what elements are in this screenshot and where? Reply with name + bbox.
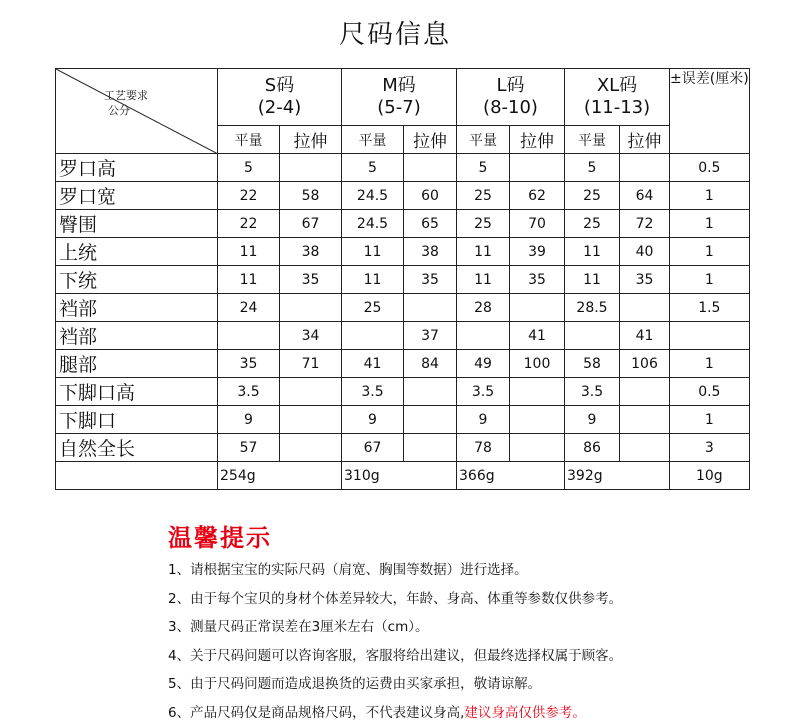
corner-top-label: 工艺要求 (104, 89, 148, 102)
table-cell: 25 (565, 182, 620, 210)
table-row (56, 434, 750, 462)
table-cell: 41 (510, 322, 565, 350)
row-label: 自然全长 (56, 434, 218, 462)
table-cell (218, 322, 280, 350)
weight-xl: 392g (565, 462, 670, 490)
table-cell: 37 (404, 322, 457, 350)
error-cell: 1 (670, 406, 750, 434)
table-cell: 35 (620, 266, 670, 294)
table-cell: 11 (565, 238, 620, 266)
sub-header-flat: 平量 (218, 126, 280, 154)
size-header-l: L码 (8-10) (457, 69, 565, 126)
table-cell: 39 (510, 238, 565, 266)
table-cell: 65 (404, 210, 457, 238)
corner-header-cell (56, 69, 218, 154)
table-row (56, 406, 750, 434)
table-cell: 58 (565, 350, 620, 378)
row-label: 下统 (56, 266, 218, 294)
weight-row (56, 462, 750, 490)
table-cell (620, 434, 670, 462)
table-cell: 11 (218, 238, 280, 266)
sub-header-stretch: 拉伸 (510, 126, 565, 154)
row-label: 下脚口 (56, 406, 218, 434)
table-cell: 28 (457, 294, 510, 322)
table-cell: 71 (280, 350, 342, 378)
table-cell: 34 (280, 322, 342, 350)
table-cell: 72 (620, 210, 670, 238)
error-cell: 1 (670, 266, 750, 294)
table-cell: 60 (404, 182, 457, 210)
table-cell: 9 (342, 406, 404, 434)
table-cell: 22 (218, 210, 280, 238)
table-cell (620, 294, 670, 322)
table-cell: 5 (565, 154, 620, 182)
error-cell (670, 322, 750, 350)
sub-header-stretch: 拉伸 (280, 126, 342, 154)
table-row (56, 322, 750, 350)
table-cell (280, 294, 342, 322)
table-cell: 24.5 (342, 210, 404, 238)
table-row (56, 238, 750, 266)
tips-title: 温馨提示 (168, 524, 272, 552)
table-cell (404, 294, 457, 322)
table-cell: 70 (510, 210, 565, 238)
table-cell (457, 322, 510, 350)
table-cell: 3.5 (457, 378, 510, 406)
table-cell: 11 (342, 266, 404, 294)
table-cell: 25 (457, 210, 510, 238)
table-cell: 22 (218, 182, 280, 210)
table-cell: 24 (218, 294, 280, 322)
table-cell: 11 (342, 238, 404, 266)
table-cell: 86 (565, 434, 620, 462)
table-cell: 24.5 (342, 182, 404, 210)
table-cell (510, 294, 565, 322)
size-header-s: S码 (2-4) (218, 69, 342, 126)
table-cell (404, 154, 457, 182)
table-cell (404, 378, 457, 406)
tips-list (168, 556, 622, 728)
corner-bottom-label: 公分 (108, 104, 130, 117)
table-cell: 57 (218, 434, 280, 462)
table-cell: 40 (620, 238, 670, 266)
error-cell: 1 (670, 350, 750, 378)
table-cell: 35 (404, 266, 457, 294)
error-cell: 1 (670, 182, 750, 210)
table-cell: 35 (510, 266, 565, 294)
table-cell (510, 378, 565, 406)
tip-item: 2、由于每个宝贝的身材个体差异较大，年龄、身高、体重等参数仅供参考。 (168, 590, 623, 607)
table-cell (620, 378, 670, 406)
sub-header-stretch: 拉伸 (620, 126, 670, 154)
table-cell: 25 (342, 294, 404, 322)
table-cell: 5 (218, 154, 280, 182)
table-cell: 106 (620, 350, 670, 378)
table-cell: 5 (342, 154, 404, 182)
row-label: 罗口高 (56, 154, 218, 182)
table-cell: 3.5 (218, 378, 280, 406)
row-label: 裆部 (56, 322, 218, 350)
table-cell (620, 406, 670, 434)
table-cell: 41 (620, 322, 670, 350)
tip-item: 1、请根据宝宝的实际尺码（肩宽、胸围等数据）进行选择。 (168, 562, 528, 578)
weight-label (56, 462, 218, 490)
table-cell: 100 (510, 350, 565, 378)
row-label: 下脚口高 (56, 378, 218, 406)
table-cell: 28.5 (565, 294, 620, 322)
table-cell: 41 (342, 350, 404, 378)
table-cell: 67 (342, 434, 404, 462)
table-cell: 35 (218, 350, 280, 378)
table-row (56, 154, 750, 182)
table-cell: 67 (280, 210, 342, 238)
table-cell: 58 (280, 182, 342, 210)
table-cell (280, 378, 342, 406)
table-cell (280, 154, 342, 182)
row-label: 上统 (56, 238, 218, 266)
row-label: 腿部 (56, 350, 218, 378)
table-cell (620, 154, 670, 182)
table-row (56, 378, 750, 406)
table-cell (565, 322, 620, 350)
table-cell (510, 406, 565, 434)
sub-header-flat: 平量 (342, 126, 404, 154)
tip-highlight: 建议身高仅供参考。 (464, 704, 586, 721)
row-label: 裆部 (56, 294, 218, 322)
size-header-xl: XL码 (11-13) (565, 69, 670, 126)
page-title: 尺码信息 (338, 20, 451, 50)
table-cell (280, 406, 342, 434)
tip-item: 4、关于尺码问题可以咨询客服，客服将给出建议，但最终选择权属于顾客。 (168, 647, 623, 664)
table-cell: 3.5 (565, 378, 620, 406)
sub-header-stretch: 拉伸 (404, 126, 457, 154)
table-cell: 64 (620, 182, 670, 210)
table-cell (342, 322, 404, 350)
error-cell: 1.5 (670, 294, 750, 322)
tip-item: 5、由于尺码问题而造成退换货的运费由买家承担，敬请谅解。 (168, 676, 542, 693)
table-cell (510, 154, 565, 182)
table-cell: 35 (280, 266, 342, 294)
table-row (56, 210, 750, 238)
table-row (56, 350, 750, 378)
table-cell: 11 (457, 238, 510, 266)
table-cell: 38 (280, 238, 342, 266)
table-cell: 11 (457, 266, 510, 294)
table-cell: 5 (457, 154, 510, 182)
table-cell: 11 (218, 266, 280, 294)
row-label: 臀围 (56, 210, 218, 238)
error-cell: 1 (670, 210, 750, 238)
table-cell (404, 434, 457, 462)
error-cell: 0.5 (670, 154, 750, 182)
table-cell: 38 (404, 238, 457, 266)
size-table (55, 68, 750, 490)
tip-item: 6、产品尺码仅是商品规格尺码，不代表建议身高,建议身高仅供参考。 (168, 704, 586, 721)
row-label: 罗口宽 (56, 182, 218, 210)
sub-header-flat: 平量 (457, 126, 510, 154)
error-cell: 0.5 (670, 378, 750, 406)
table-cell: 25 (457, 182, 510, 210)
weight-m: 310g (342, 462, 457, 490)
table-cell: 84 (404, 350, 457, 378)
table-cell: 49 (457, 350, 510, 378)
table-row (56, 266, 750, 294)
table-cell: 9 (565, 406, 620, 434)
error-header: ±误差(厘米) (670, 69, 750, 154)
table-cell: 78 (457, 434, 510, 462)
error-cell: 3 (670, 434, 750, 462)
weight-error: 10g (670, 462, 750, 490)
size-header-m: M码 (5-7) (342, 69, 457, 126)
table-cell: 3.5 (342, 378, 404, 406)
table-cell (280, 434, 342, 462)
weight-s: 254g (218, 462, 342, 490)
tip-item: 3、测量尺码正常误差在3厘米左右（cm）。 (168, 619, 429, 636)
table-cell: 25 (565, 210, 620, 238)
table-cell (404, 406, 457, 434)
weight-l: 366g (457, 462, 565, 490)
error-cell: 1 (670, 238, 750, 266)
diagonal-line (56, 69, 218, 154)
table-cell: 9 (457, 406, 510, 434)
table-cell (510, 434, 565, 462)
table-cell: 11 (565, 266, 620, 294)
table-row (56, 182, 750, 210)
table-cell: 9 (218, 406, 280, 434)
table-row (56, 294, 750, 322)
sub-header-flat: 平量 (565, 126, 620, 154)
table-cell: 62 (510, 182, 565, 210)
